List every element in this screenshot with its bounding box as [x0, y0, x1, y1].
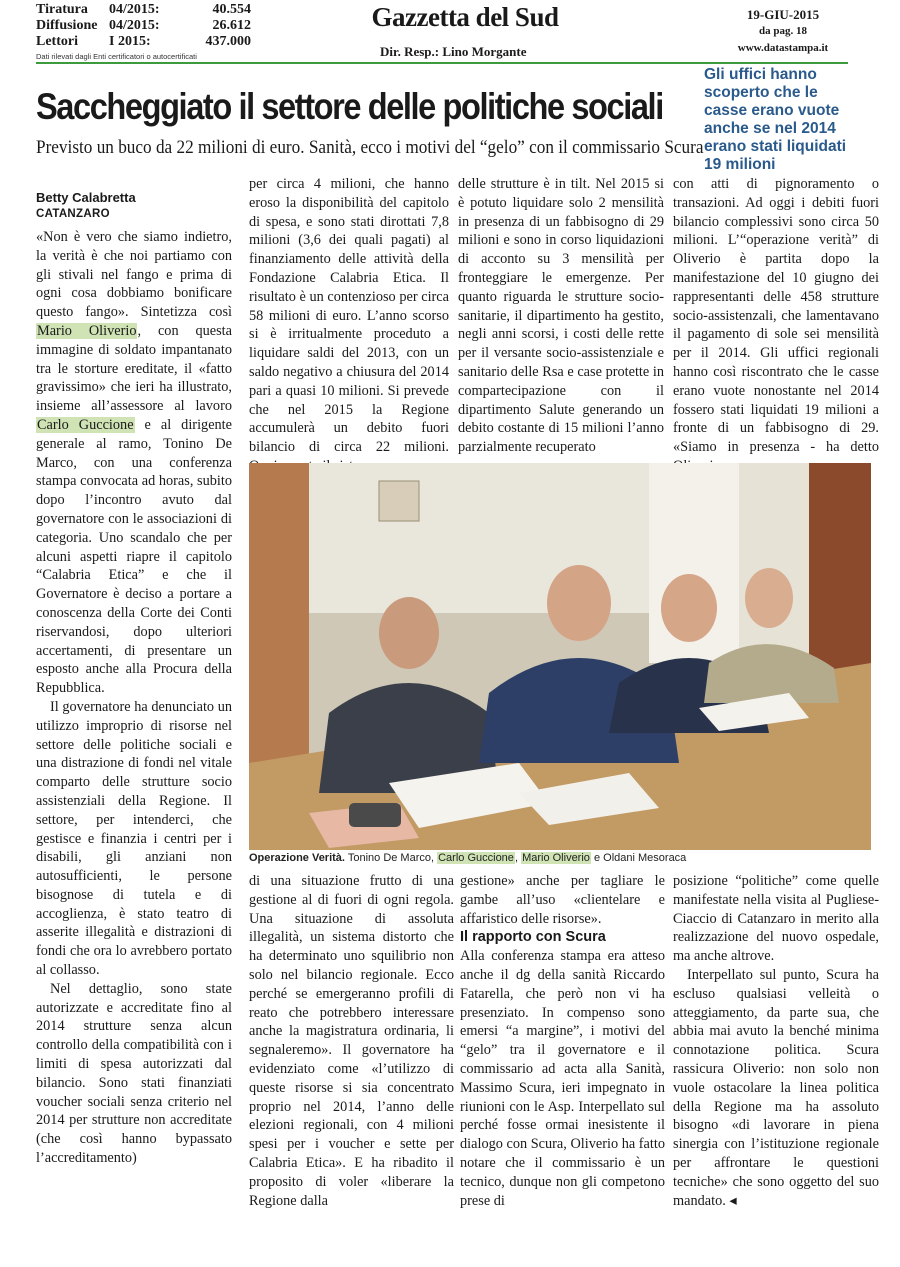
paragraph — [36, 228, 232, 698]
caption-text: e Oldani Mesoraca — [590, 852, 687, 864]
article-column-4-bottom — [673, 872, 879, 1210]
paragraph: Alla conferenza stampa era atteso anche il dg della sanità Riccardo Fatarella, che però non vi ha presenziato. In compenso sono emersi “a margine”, i motivi del “gelo” tra il governatore e il commissario ad acta alla Sanità, Massimo Scura, ieri impegnato in riunioni con le Asp. Interpellato sul perché fosse ormai inesistente il dialogo con Scura, Oliverio ha fatto notare che il commissario è un tecnico, dunque non gli competono prese di — [460, 948, 665, 1209]
header-divider — [36, 62, 848, 64]
issue-date: 19-GIU-2015 — [746, 7, 820, 22]
article-subheadline: Previsto un buco da 22 milioni di euro. Sanità, ecco i motivi del “gelo” con il commissario Scura — [36, 138, 704, 158]
author-name: Betty Calabretta — [36, 190, 136, 205]
stat-value: 40.554 — [212, 2, 251, 17]
director-line: Dir. Resp.: Lino Morgante — [380, 44, 527, 59]
paragraph: delle strutture è in tilt. Nel 2015 si è potuto liquidare solo 2 mensilità in presenza di un fabbisogno di 29 milioni e sono in corso liquidazioni di acconto su 3 mensilità per fronteggiare le emergenze. Per quanto riguarda le strutture socio-sanitarie, il dipartimento ha gestito, negli anni scorsi, i costi delle rette per il versante socio-assistenziale e sanitario delle Rsa e case protette in compartecipazione con il dipartimento Salute generando un debito costante di 15 milioni l’anno parzialmente recuperato — [458, 176, 664, 456]
source-website: www.datastampa.it — [737, 42, 829, 54]
paragraph: Nel dettaglio, sono state autorizzate e accreditate fino al 2014 strutture senza alcun controllo della compatibilità con i limiti di spesa autorizzati dal bilancio. Sono stati finanziati voucher sociali senza criterio nel 2014 per strutture non accreditate (che così hanno bypassato l’accreditamento) — [36, 980, 232, 1167]
section-subtitle: Il rapporto con Scura — [460, 929, 606, 946]
stat-label: Lettori — [36, 34, 78, 49]
text-run: e al dirigente generale al ramo, Tonino De Marco, con una conferenza stampa convocata ad horas, subito dopo l’incontro avuto dal governatore con le associazioni di categoria. Uno scandalo che per alcuni aspetti riapre il capitolo “Calabria Etica” e che il Governatore è deciso a portare a conoscenza della Corte dei Conti riservandosi, dopo ulteriori accertamenti, di presentare un esposto anche alla Procura della Repubblica. — [36, 416, 233, 697]
issue-info — [718, 6, 848, 57]
stat-period: 04/2015: — [109, 2, 160, 17]
article-column-3-bottom — [460, 872, 665, 1210]
paragraph: posizione “politiche” come quelle manifestate nella visita al Pugliese-Ciaccio di Catanzaro in merito alla realizzazione del nuovo ospedale, ma anche altrove. — [673, 873, 879, 965]
paragraph: Il governatore ha denunciato un utilizzo improprio di risorse nel settore delle politiche sociali e una distrazione di fondi nel vitale comparto delle strutture socio assistenziali della Regione. Il settore, per intenderci, che gestisce e finanzia i centri per i disabili, gli anziani non autosufficienti, le persone bisognose di tutela e di accoglienza, è stato teatro di asserite illegalità e distrazioni di fondi che ora lo avrebbero portato al collasso. — [36, 698, 232, 979]
paragraph: per circa 4 milioni, che hanno eroso la disponibilità del capitolo di spesa, e sono stati dirottati 7,8 milioni (3,6 dei quali pagati) al finanziamento delle attività della Fondazione Calabria Etica. Il risultato è un contenzioso per circa 58 milioni di euro. L’anno scorso si è irritualmente proceduto a liquidare saldi del 2013, con un saldo negativo a chiusura del 2014 pari a quasi 10 milioni. Si prevede che nel 2015 la Regione accumulerà un debito fuori bilancio di circa 22 milioni. — [249, 176, 449, 456]
text-run: «Non è vero che siamo indietro, la verità è che noi partiamo con gli stivali nel fango e prima di ogni cosa dobbiamo bonificare questo fango». Sintetizza così — [36, 229, 232, 321]
paragraph: con atti di pignoramento o transazioni. Ad oggi i debiti fuori bilancio complessivi sono circa 50 milioni. L’“operazione verità” di Oliverio è partita dopo la manifestazione del 10 giugno dei rappresentanti delle 458 strutture socio-assistenzali, che lamentavano il pagamento di sole sei mensilità per il 2014. Gli uffici regionali hanno così riscontrato che le casse erano vuote nonostante nel 2014 fossero stati liquidati 19 milioni a fronte di un fabbisogno di 29. «Siamo in presenza - ha detto — [673, 176, 879, 456]
circulation-stats — [36, 2, 251, 50]
article-column-3-top — [458, 175, 664, 457]
stats-note: Dati rilevati dagli Enti certificatori o autocertificati — [36, 52, 197, 61]
article-column-1 — [36, 228, 232, 1168]
page-reference: da pag. 18 — [759, 25, 807, 37]
paragraph: Interpellato sul punto, Scura ha escluso qualsiasi velleità o atteggiamento, da parte sua, che abbia mai avuto la benché minima connotazione politica. Scura rassicura Oliverio: non solo non vuole ostacolare la linea politica della Regione ma ha assoluto bisogno «di lavorare in piena sinergia con l’istituzione regionale per affrontare le questioni tecniche» che sono oggetto del suo mandato. ◂ — [673, 966, 879, 1209]
caption-highlighted-name: Mario Oliverio — [522, 852, 590, 864]
text-run: , con questa immagine di soldato impantanato tra le storture ereditate, il «fatto gravissimo» che ieri ha illustrato, insieme all’assessore al lavoro — [36, 322, 232, 415]
stats-row-lettori — [36, 34, 251, 50]
highlighted-name: Mario Oliverio — [37, 322, 137, 339]
newspaper-masthead: Gazzetta del Sud — [371, 2, 559, 32]
article-callout: Gli uffici hanno scoperto che le casse erano vuote anche se nel 2014 erano stati liquidati 19 milioni — [704, 66, 847, 173]
article-headline: Saccheggiato il settore delle politiche sociali — [36, 86, 663, 127]
dateline-city: CATANZARO — [36, 208, 110, 220]
caption-lead: Operazione Verità. — [249, 852, 345, 864]
stat-value: 26.612 — [212, 18, 251, 33]
photo-illustration — [249, 463, 871, 850]
article-column-2-top — [249, 175, 449, 476]
stat-period: I 2015: — [109, 34, 151, 49]
stats-row-tiratura — [36, 2, 251, 18]
press-conference-photo — [249, 463, 871, 850]
caption-text: , — [514, 852, 522, 864]
photo-caption — [249, 852, 879, 864]
stat-label: Diffusione — [36, 18, 98, 33]
paragraph: gestione» anche per tagliare le gambe all’uso «clientelare e affaristico delle risorse». — [460, 873, 665, 927]
article-column-2-bottom — [249, 872, 454, 1210]
caption-text: Tonino De Marco, — [344, 852, 438, 864]
caption-highlighted-name: Carlo Guccione — [438, 852, 514, 864]
stats-row-diffusione — [36, 18, 251, 34]
stat-label: Tiratura — [36, 2, 88, 17]
paragraph: di una situazione frutto di una gestione al di fuori di ogni regola. Una situazione di assoluta illegalità, un sistema distorto che ha determinato uno squilibrio non solo nel bilancio regionale. Ecco perché se emergeranno profili di reato che potrebbero interessare anche la magistratura ordinaria, li segnaleremo». Il governatore ha evidenziato come «l’utilizzo di queste risorse si sia concentrato proprio nel 2014, l’anno delle elezioni regionali, con 4 milioni spesi per i voucher e sette per Calabria Etica». E ha ribadito il proposito di voler «liberare la Regione dalla — [249, 873, 454, 1209]
article-column-4-top — [673, 175, 879, 476]
stat-period: 04/2015: — [109, 18, 160, 33]
byline — [36, 190, 136, 222]
stat-value: 437.000 — [205, 34, 251, 49]
highlighted-name: Carlo Guccione — [37, 416, 134, 433]
